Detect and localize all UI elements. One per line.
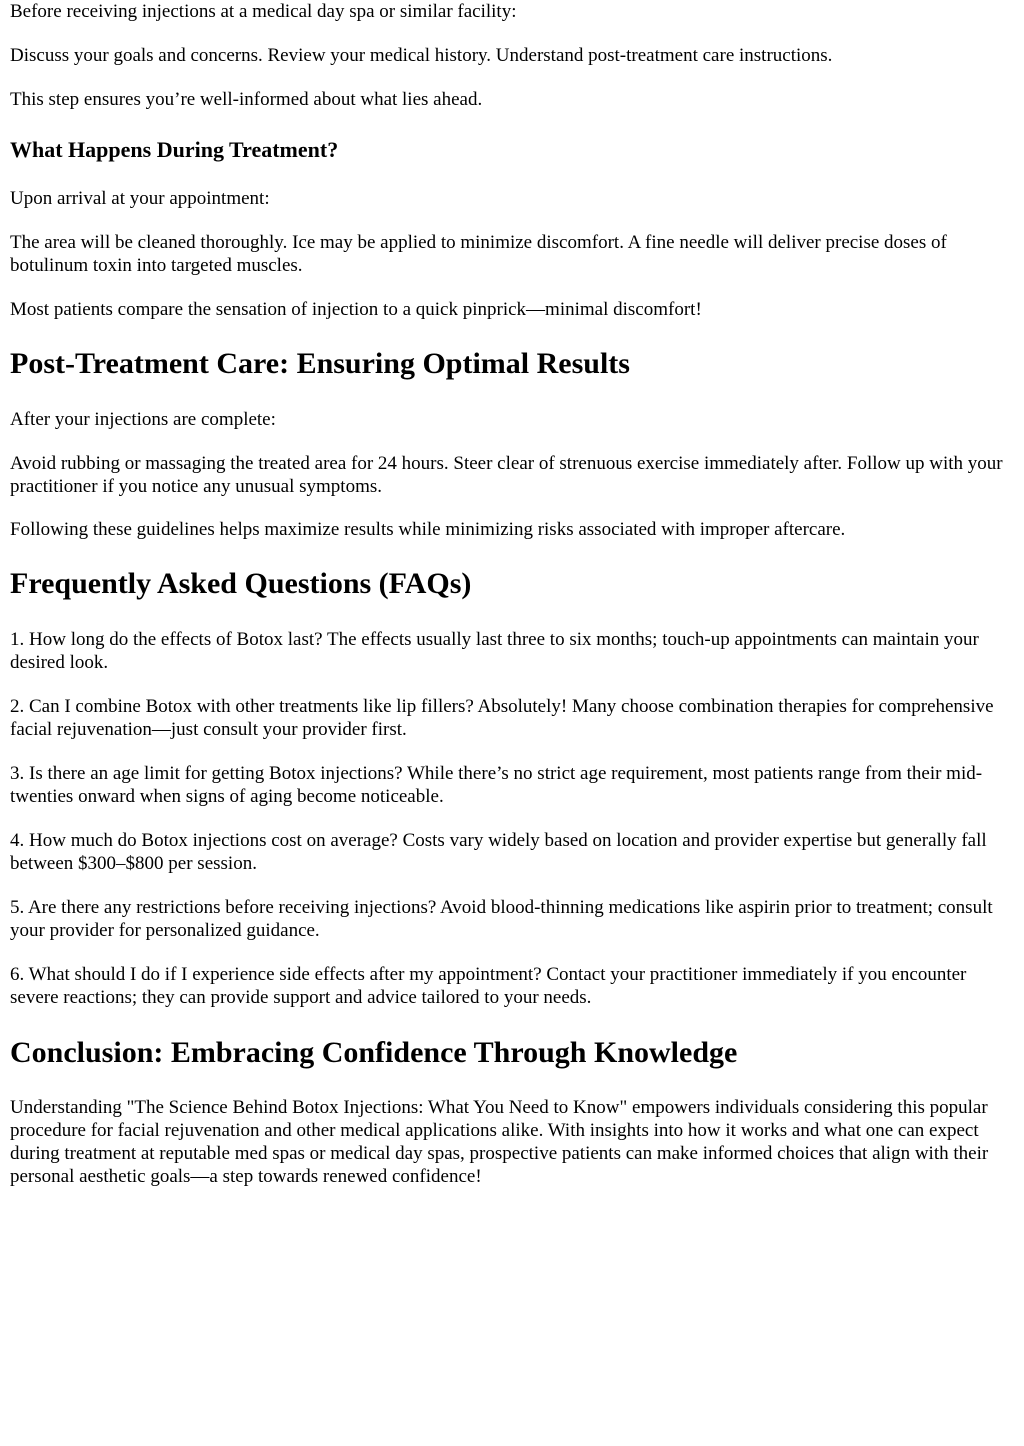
post-steps: Avoid rubbing or massaging the treated area for 24 hours. Steer clear of strenuous exercise immediately after. Follow up with your practitioner if you notice any unusual symptoms.: [10, 453, 1003, 497]
conclusion-heading: Conclusion: Embracing Confidence Through Knowledge: [10, 1036, 738, 1069]
post-intro: After your injections are complete:: [10, 409, 276, 430]
during-steps: The area will be cleaned thoroughly. Ice may be applied to minimize discomfort. A fine needle will deliver precise doses of botulinum toxin into targeted muscles.: [10, 232, 947, 276]
faq-item: 4. How much do Botox injections cost on average? Costs vary widely based on location and provider expertise but generally fall between $300–$800 per session.: [10, 830, 987, 874]
during-treatment-heading: What Happens During Treatment?: [10, 137, 339, 162]
faq-item: 5. Are there any restrictions before receiving injections? Avoid blood-thinning medications like aspirin prior to treatment; consult your provider for personalized guidance.: [10, 897, 993, 941]
consultation-steps: Discuss your goals and concerns. Review your medical history. Understand post-treatment care instructions.: [10, 45, 833, 66]
post-note: Following these guidelines helps maximize results while minimizing risks associated with improper aftercare.: [10, 519, 846, 540]
faq-item: 3. Is there an age limit for getting Botox injections? While there’s no strict age requirement, most patients range from their mid-twenties onward when signs of aging become noticeable.: [10, 763, 983, 807]
faq-item: 1. How long do the effects of Botox last? The effects usually last three to six months; touch-up appointments can maintain your desired look.: [10, 629, 979, 673]
faq-item: 6. What should I do if I experience side effects after my appointment? Contact your practitioner immediately if you encounter severe reactions; they can provide support and advice tailored to your needs.: [10, 964, 967, 1008]
faq-heading: Frequently Asked Questions (FAQs): [10, 567, 472, 600]
post-treatment-heading: Post-Treatment Care: Ensuring Optimal Results: [10, 347, 630, 380]
faq-item: 2. Can I combine Botox with other treatments like lip fillers? Absolutely! Many choose combination therapies for comprehensive facial rejuvenation—just consult your provider first.: [10, 696, 994, 740]
conclusion-body: Understanding "The Science Behind Botox Injections: What You Need to Know" empowers individuals considering this popular procedure for facial rejuvenation and other medical applications alike. With insights into how it works and what one can expect during treatment at reputable med spas or medical day spas, prospective patients can make informed choices that align with their personal aesthetic goals—a step towards renewed confidence!: [10, 1097, 989, 1187]
consultation-note: This step ensures you’re well-informed about what lies ahead.: [10, 89, 483, 110]
consultation-intro: Before receiving injections at a medical day spa or similar facility:: [10, 1, 517, 22]
during-note: Most patients compare the sensation of injection to a quick pinprick—minimal discomfort!: [10, 299, 702, 320]
during-intro: Upon arrival at your appointment:: [10, 188, 270, 209]
